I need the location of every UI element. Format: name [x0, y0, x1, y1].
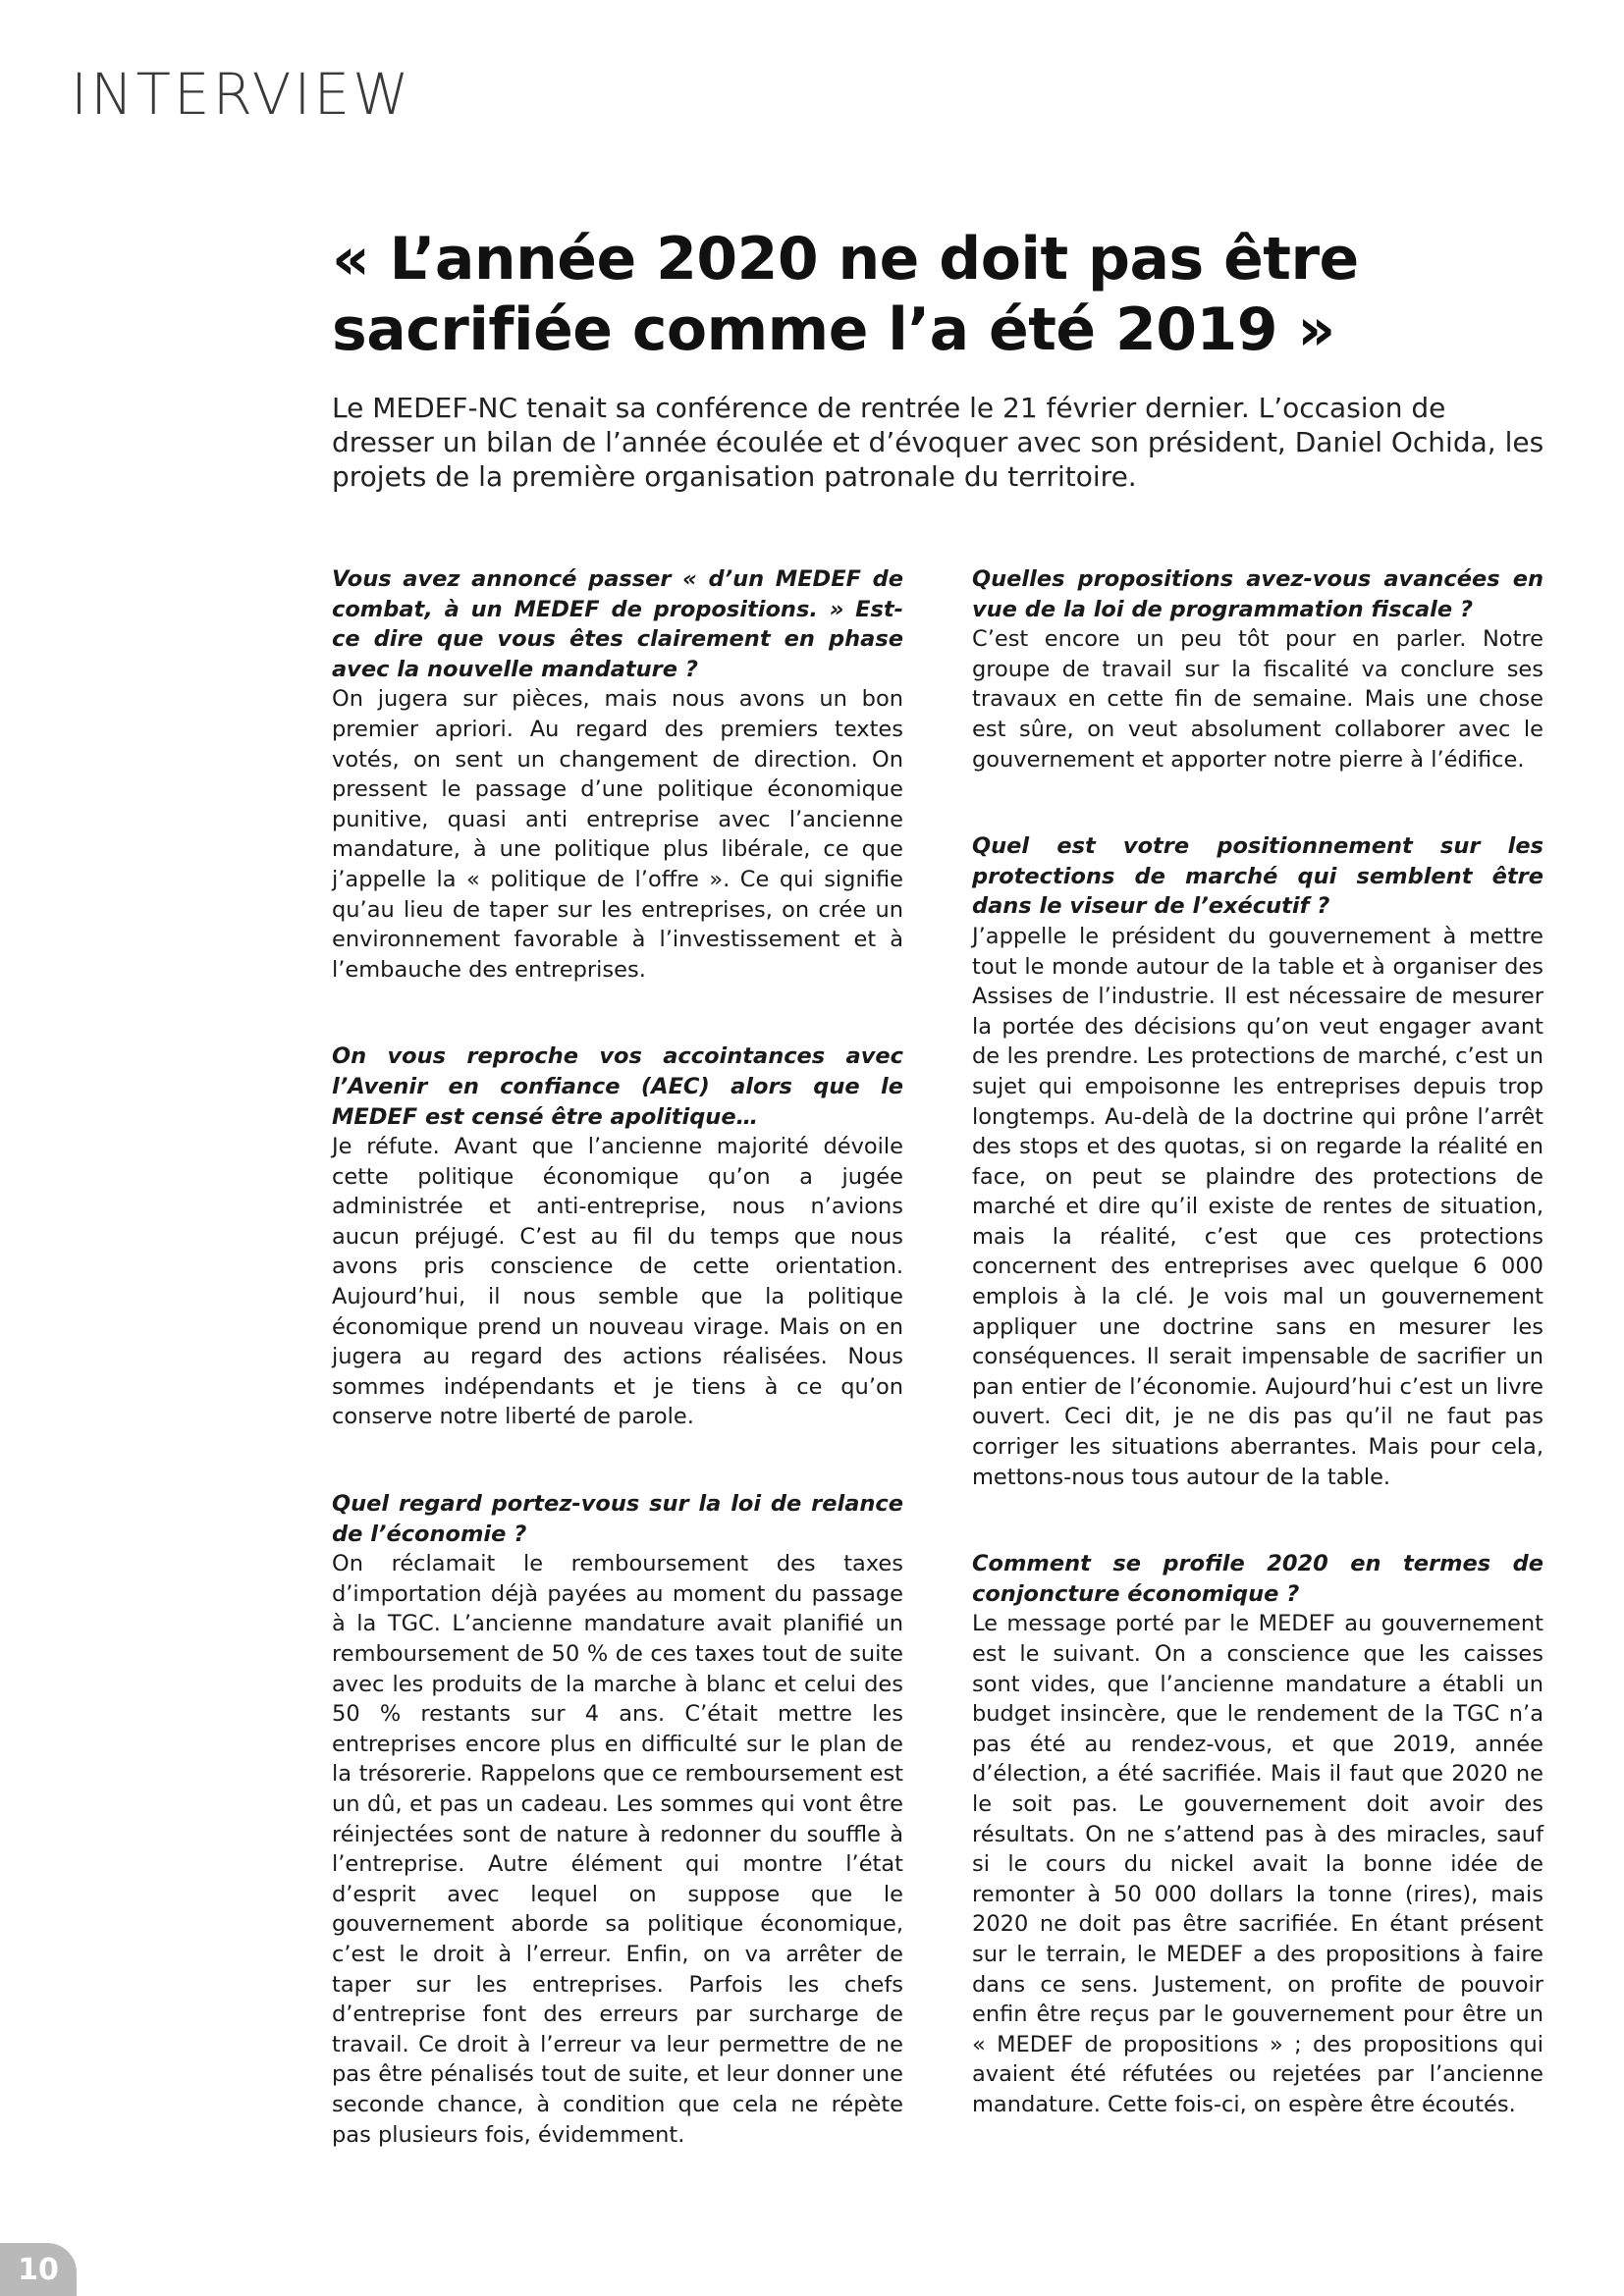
interview-question: On vous reproche vos accointances avec l’Avenir en confiance (AEC) alors que le MEDEF est censé être apolitique…	[332, 1043, 903, 1130]
interview-answer: Je réfute. Avant que l’ancienne majorité dévoile cette politique économique qu’on a jugée administrée et anti-entreprise, nous n’avions aucun préjugé. C’est au fil du temps que nous avons pris conscience de cette orientation. Aujourd’hui, il nous semble que la politique économique prend un nouveau virage. Mais on en jugera au regard des actions réalisées. Nous sommes indépendants et je tiens à ce qu’on conserve notre liberté de parole.	[332, 1134, 903, 1430]
interview-answer: On réclamait le remboursement des taxes d’importation déjà payées au moment du passage à la TGC. L’ancienne mandature avait planifié un remboursement de 50 % de ces taxes tout de suite avec les produits de la marche à blanc et celui des 50 % restants sur 4 ans. C’était mettre les entreprises encore plus en difficulté sur le plan de la trésorerie. Rappelons que ce remboursement est un dû, et pas un cadeau. Les sommes qui vont être réinjectées sont de nature à redonner du souffle à l’entreprise. Autre élément qui montre l’état d’esprit avec lequel on suppose que le gouvernement aborde sa politique économique, c’est le droit à l’erreur. Enfin, on va arrêter de taper sur les entreprises. Parfois les chefs d’entreprise font des erreurs par surcharge de travail. Ce droit à l’erreur va leur permettre de ne pas être pénalisés tout de suite, et leur donner une seconde chance, à condition que cela ne répète pas plusieurs fois, évidemment.	[332, 1551, 903, 2148]
interview-question: Comment se profile 2020 en termes de conjoncture économique ?	[972, 1551, 1543, 1607]
qa-block	[972, 831, 1543, 1492]
qa-block	[332, 564, 903, 985]
qa-block	[972, 564, 1543, 774]
right-column	[972, 564, 1543, 2177]
left-column	[332, 564, 903, 2207]
interview-question: Vous avez annoncé passer « d’un MEDEF de combat, à un MEDEF de propositions. » Est-ce dire que vous êtes clairement en phase avec la nouvelle mandature ?	[332, 566, 903, 682]
interview-answer: On jugera sur pièces, mais nous avons un bon premier apriori. Au regard des premiers textes votés, on sent un changement de direction. On pressent le passage d’une politique économique punitive, quasi anti entreprise avec l’ancienne mandature, à une politique plus libérale, ce que j’appelle la « politique de l’offre ». Ce qui signifie qu’au lieu de taper sur les entreprises, on crée un environnement favorable à l’investissement et à l’embauche des entreprises.	[332, 686, 903, 983]
article-lede: Le MEDEF-NC tenait sa conférence de rentrée le 21 février dernier. L’occasion de dresser un bilan de l’année écoulée et d’évoquer avec son président, Daniel Ochida, les projets de la première organisation patronale du territoire.	[332, 392, 1544, 493]
interview-question: Quel est votre positionnement sur les protections de marché qui semblent être dans le viseur de l’exécutif ?	[972, 833, 1543, 920]
page-number-tab	[0, 2243, 77, 2296]
interview-answer: J’appelle le président du gouvernement à mettre tout le monde autour de la table et à organiser des Assises de l’industrie. Il est nécessaire de mesurer la portée des décisions qu’on veut engager avant de les prendre. Les protections de marché, c’est un sujet qui empoisonne les entreprises depuis trop longtemps. Au-delà de la doctrine qui prône l’arrêt des stops et des quotas, si on regarde la réalité en face, on peut se plaindre des protections de marché et dire qu’il existe de rentes de situation, mais la réalité, c’est que ces protections concernent des entreprises avec quelque 6 000 emplois à la clé. Je vois mal un gouvernement appliquer une doctrine sans en mesurer les conséquences. Il serait impensable de sacrifier un pan entier de l’économie. Aujourd’hui c’est un livre ouvert. Ceci dit, je ne dis pas qu’il ne faut pas corriger les situations aberrantes. Mais pour cela, mettons-nous tous autour de la table.	[972, 923, 1543, 1490]
page-number: 10	[18, 2252, 59, 2287]
interview-question: Quel regard portez-vous sur la loi de relance de l’économie ?	[332, 1491, 903, 1547]
qa-block	[972, 1549, 1543, 2119]
interview-question: Quelles propositions avez-vous avancées en vue de la loi de programmation fiscale ?	[972, 566, 1543, 622]
article-headline: « L’année 2020 ne doit pas être sacrifiée comme l’a été 2019 »	[332, 225, 1359, 364]
interview-answer: C’est encore un peu tôt pour en parler. Notre groupe de travail sur la fiscalité va conclure ses travaux en cette fin de semaine. Mais une chose est sûre, on veut absolument collaborer avec le gouvernement et apporter notre pierre à l’édifice.	[972, 626, 1543, 773]
interview-answer: Le message porté par le MEDEF au gouvernement est le suivant. On a conscience que les caisses sont vides, que l’ancienne mandature a établi un budget insincère, que le rendement de la TGC n’a pas été au rendez-vous, et que 2019, année d’élection, a été sacrifiée. Mais il faut que 2020 ne le soit pas. Le gouvernement doit avoir des résultats. On ne s’attend pas à des miracles, sauf si le cours du nickel avait la bonne idée de remonter à 50 000 dollars la tonne (rires), mais 2020 ne doit pas être sacrifiée. En étant présent sur le terrain, le MEDEF a des propositions à faire dans ce sens. Justement, on profite de pouvoir enfin être reçus par le gouvernement pour être un « MEDEF de propositions » ; des propositions qui avaient été réfutées ou rejetées par l’ancienne mandature. Cette fois-ci, on espère être écoutés.	[972, 1611, 1543, 2117]
section-label: INTERVIEW	[71, 61, 412, 128]
qa-block	[332, 1489, 903, 2150]
qa-block	[332, 1041, 903, 1432]
